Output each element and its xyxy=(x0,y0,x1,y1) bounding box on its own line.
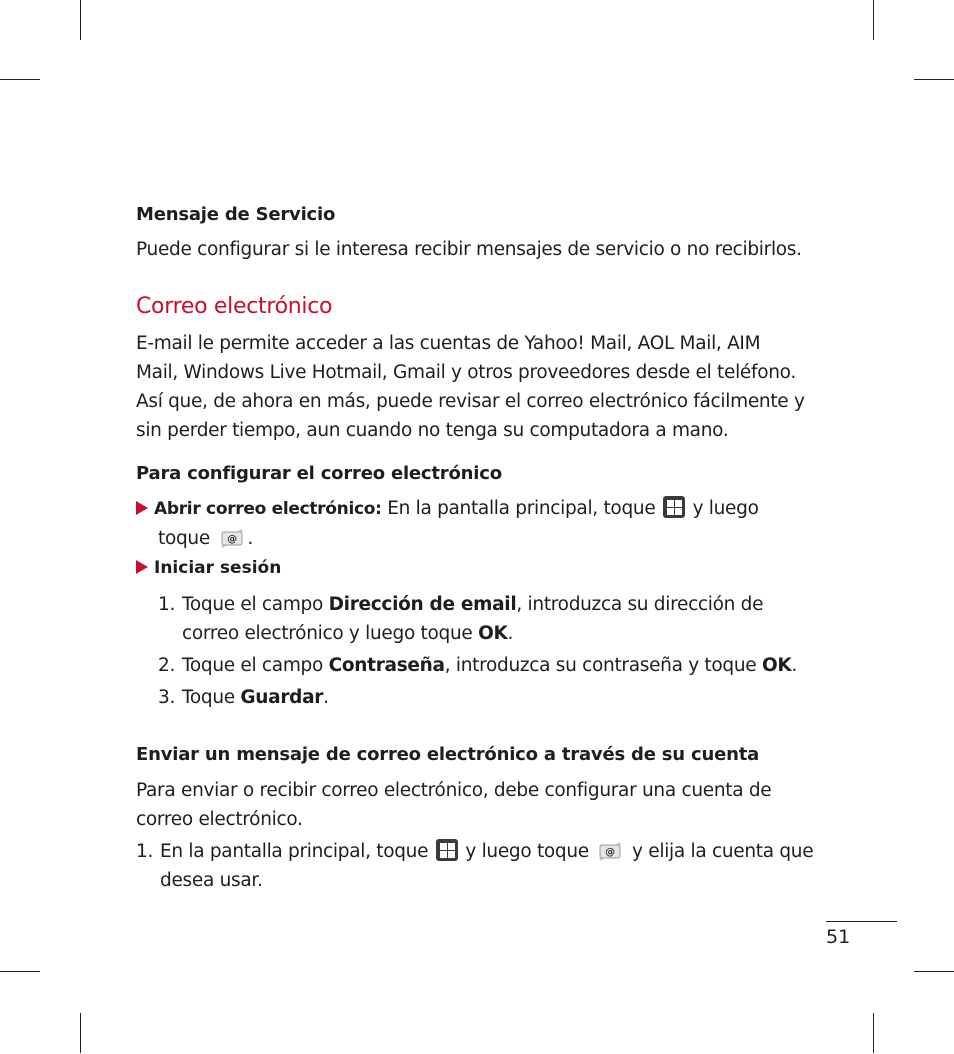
service-message-body: Puede configurar si le interesa recibir mensajes de servicio o no recibirlos. xyxy=(136,239,802,260)
text: y luego toque xyxy=(459,841,595,862)
text-line: correo electrónico. xyxy=(136,809,303,830)
send-heading: Enviar un mensaje de correo electrónico a través de su cuenta xyxy=(136,744,760,765)
email-app-icon xyxy=(219,526,245,550)
text-bold: Guardar xyxy=(240,687,324,708)
crop-mark xyxy=(873,0,874,40)
text: . xyxy=(791,655,797,676)
crop-mark xyxy=(80,0,81,40)
crop-mark xyxy=(80,1013,81,1053)
open-email-item xyxy=(136,494,759,553)
page-number: 51 xyxy=(826,926,851,948)
crop-mark xyxy=(873,1013,874,1053)
text: . xyxy=(323,687,329,708)
bullet-triangle-icon xyxy=(136,501,148,515)
text: toque xyxy=(158,528,216,549)
open-email-label: Abrir correo electrónico: xyxy=(154,499,382,519)
list-item-cont xyxy=(158,619,797,648)
login-item xyxy=(136,558,281,578)
text: Toque el campo xyxy=(182,594,329,615)
list-item xyxy=(158,590,797,619)
login-steps xyxy=(158,590,797,712)
step-number: 1. xyxy=(136,841,154,862)
text: correo electrónico y luego toque xyxy=(182,623,479,644)
email-app-icon xyxy=(597,839,623,863)
login-label: Iniciar sesión xyxy=(154,558,282,578)
text: En la pantalla principal, toque xyxy=(160,841,434,862)
list-item xyxy=(158,683,797,712)
text: , introduzca su contraseña y toque xyxy=(444,655,762,676)
text: y elija la cuenta que xyxy=(626,841,814,862)
text: Toque el campo xyxy=(182,655,329,676)
email-intro xyxy=(136,329,805,445)
send-step xyxy=(136,837,813,895)
apps-grid-icon xyxy=(663,496,685,518)
crop-mark xyxy=(0,79,40,80)
text: , introduzca su dirección de xyxy=(516,594,764,615)
text-line: sin perder tiempo, aun cuando no tenga su computadora a mano. xyxy=(136,420,729,441)
text: Toque xyxy=(182,687,241,708)
step-number: 2. xyxy=(158,655,176,676)
crop-mark xyxy=(914,971,954,972)
page-number-rule xyxy=(826,921,897,922)
text: . xyxy=(507,623,514,644)
text-line: E-mail le permite acceder a las cuentas de Yahoo! Mail, AOL Mail, AIM xyxy=(136,333,761,354)
text-bold: Contraseña xyxy=(328,655,445,676)
svg-text:@: @ xyxy=(605,847,616,858)
text-line: Mail, Windows Live Hotmail, Gmail y otros proveedores desde el teléfono. xyxy=(136,362,796,383)
svg-text:@: @ xyxy=(226,534,237,545)
list-item xyxy=(158,651,797,680)
apps-grid-icon xyxy=(436,839,458,861)
text-bold: OK xyxy=(761,655,792,676)
email-section-title: Correo electrónico xyxy=(136,294,333,319)
text: y luego xyxy=(686,498,759,519)
step-number: 3. xyxy=(158,687,176,708)
text: . xyxy=(247,528,254,549)
text-bold: OK xyxy=(478,623,508,644)
setup-heading: Para configurar el correo electrónico xyxy=(136,463,502,484)
bullet-triangle-icon xyxy=(136,560,148,574)
text: En la pantalla principal, toque xyxy=(381,498,661,519)
step-number: 1. xyxy=(158,594,176,615)
send-body xyxy=(136,776,771,834)
text-line: Para enviar o recibir correo electrónico, debe configurar una cuenta de xyxy=(136,780,772,801)
service-message-heading: Mensaje de Servicio xyxy=(136,204,336,225)
list-item-cont: desea usar. xyxy=(160,870,263,891)
crop-mark xyxy=(0,971,40,972)
crop-mark xyxy=(914,79,954,80)
list-item xyxy=(136,837,813,866)
text-bold: Dirección de email xyxy=(328,594,517,615)
text-line: Así que, de ahora en más, puede revisar el correo electrónico fácilmente y xyxy=(136,391,805,412)
